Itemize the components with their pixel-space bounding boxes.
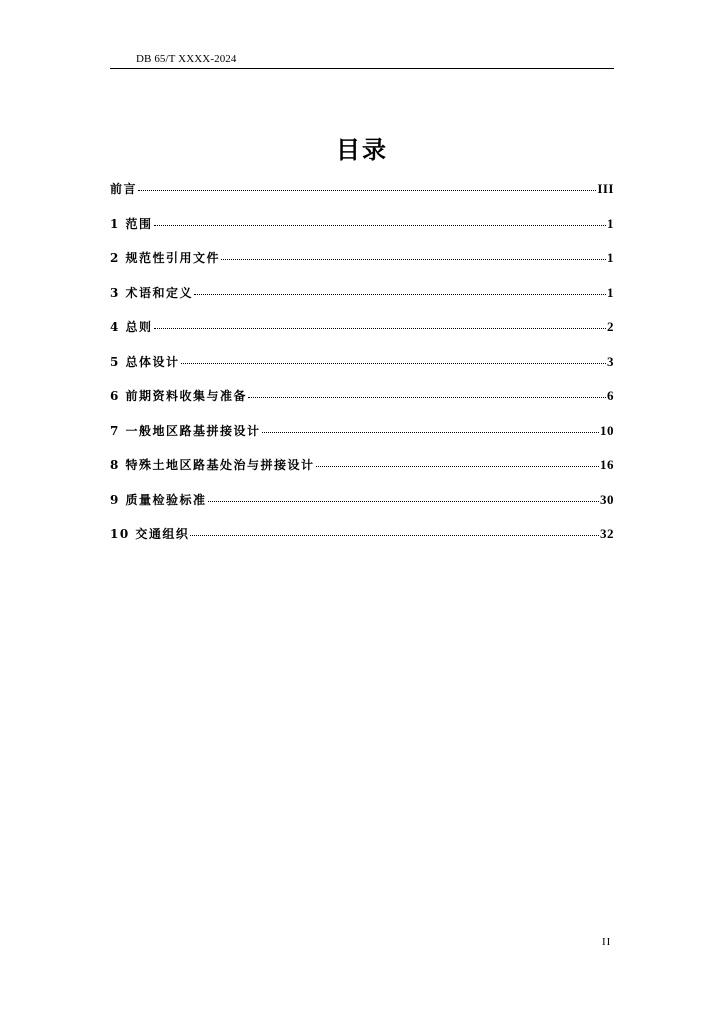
toc-item-page: 6 (607, 388, 614, 403)
toc-item-page: 32 (600, 526, 614, 541)
toc-item-special-soil-design[interactable] (110, 456, 614, 491)
toc-leader-dots (190, 535, 599, 536)
toc-item-label: 3 术语和定义 (110, 285, 194, 300)
toc-item-label: 1 范围 (110, 216, 153, 231)
toc-item-page: 30 (600, 491, 614, 507)
toc-leader-dots (154, 328, 606, 329)
toc-item-label: 9 质量检验标准 (110, 492, 207, 507)
toc-leader-dots (154, 225, 606, 226)
toc-item-terms-definitions[interactable] (110, 284, 614, 319)
toc-leader-dots (194, 294, 606, 295)
toc-item-traffic-organization[interactable] (110, 525, 614, 560)
toc-item-scope[interactable] (110, 215, 614, 250)
toc-leader-dots (262, 432, 599, 433)
toc-item-label: 10 交通组织 (110, 527, 190, 541)
toc-item-general-area-design[interactable] (110, 422, 614, 457)
toc-item-label: 5 总体设计 (110, 354, 180, 369)
toc-item-page: III (597, 181, 614, 196)
toc-item-general-provisions[interactable] (110, 318, 614, 353)
toc-item-page: 10 (600, 422, 614, 438)
toc-item-page: 16 (600, 457, 614, 472)
toc-item-foreword[interactable] (110, 180, 614, 215)
toc-item-label: 前言 (110, 182, 138, 196)
toc-leader-dots (221, 259, 606, 260)
toc-item-overall-design[interactable] (110, 353, 614, 388)
toc-item-page: 3 (607, 353, 614, 369)
toc-item-label: 7 一般地区路基拼接设计 (110, 423, 261, 438)
toc-item-quality-inspection[interactable] (110, 491, 614, 526)
toc-item-preliminary-data[interactable] (110, 387, 614, 422)
toc-item-page: 1 (607, 215, 614, 231)
toc-item-label: 8 特殊土地区路基处治与拼接设计 (110, 458, 315, 472)
toc-item-normative-references[interactable] (110, 249, 614, 284)
page-number: II (602, 936, 612, 948)
toc-leader-dots (316, 466, 599, 467)
toc-item-page: 2 (607, 319, 614, 334)
toc-item-page: 1 (607, 250, 614, 265)
page-header (110, 52, 614, 69)
toc-leader-dots (248, 397, 606, 398)
document-code: DB 65/T XXXX-2024 (136, 53, 237, 65)
toc-item-page: 1 (607, 284, 614, 300)
page-title: 目录 (336, 135, 388, 164)
toc-leader-dots (208, 501, 599, 502)
table-of-contents (110, 180, 614, 560)
toc-leader-dots (138, 190, 596, 191)
toc-item-label: 2 规范性引用文件 (110, 251, 221, 265)
toc-item-label: 4 总则 (110, 320, 153, 334)
toc-leader-dots (181, 363, 606, 364)
toc-item-label: 6 前期资料收集与准备 (110, 389, 248, 403)
